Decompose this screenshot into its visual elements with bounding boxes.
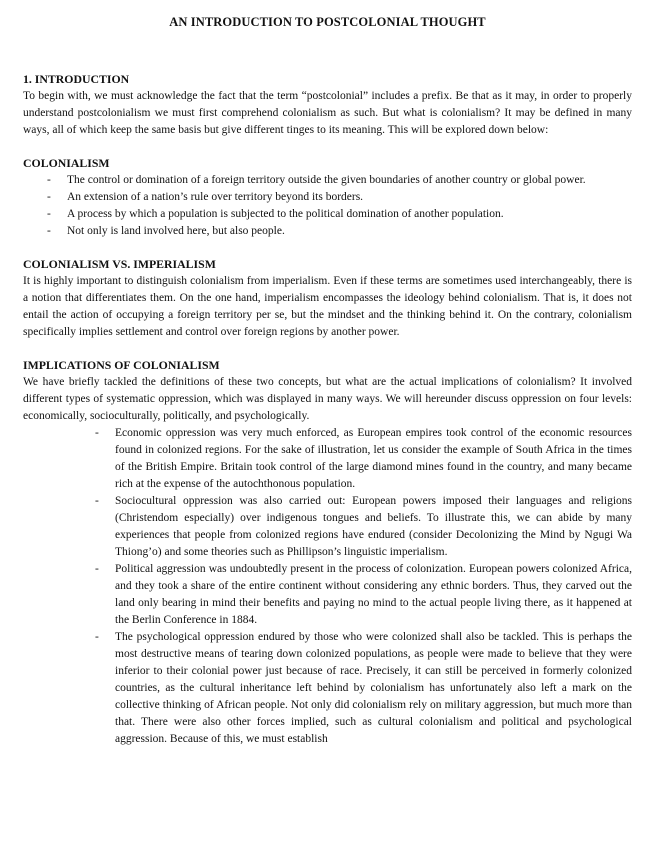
document-title: AN INTRODUCTION TO POSTCOLONIAL THOUGHT <box>169 15 486 29</box>
introduction-heading: 1. INTRODUCTION <box>23 72 130 86</box>
vs-imperialism-paragraph: It is highly important to distinguish colonialism from imperialism. Even if these terms are sometimes used interchangeably, there is a notion that differentiates them. On the one hand, imperialism encompasses the ideology behind colonialism. That is, it does not entail the action of occupying a foreign territory per se, but the mindset and the thinking behind it. On the contrary, colonialism specifically implies settlement and control over foreign regions by another power. <box>23 275 632 338</box>
implications-heading: IMPLICATIONS OF COLONIALISM <box>23 358 220 372</box>
list-item: - An extension of a nation’s rule over territory beyond its borders. <box>23 189 632 206</box>
implications-paragraph: We have briefly tackled the definitions of these two concepts, but what are the actual implications of colonialism? It involved different types of systematic oppression, which was displayed in many ways. We will hereunder discuss oppression on four levels: economically, socioculturally, politically, and psychologically. <box>23 376 632 422</box>
list-item: - A process by which a population is subjected to the political domination of another population. <box>23 206 632 223</box>
list-item: - Sociocultural oppression was also carried out: European powers imposed their languages and religions (Christendom especially) over indigenous tongues and beliefs. To illustrate this, we can abide by many experiences that people from colonized regions have endured (consider Decolonizing the Mind by Ngugi Wa Thiong’o) and some theories such as Phillipson’s linguistic imperialism. <box>23 493 632 561</box>
section-introduction <box>23 71 632 139</box>
list-item: - Economic oppression was very much enforced, as European empires took control of the economic resources found in colonized regions. For the sake of illustration, let us consider the example of South Africa in the times of the British Empire. Britain took control of the large diamond mines found in the country, and many became rich at the expense of the autochthonous population. <box>23 425 632 493</box>
colonialism-definition-list <box>23 172 632 240</box>
vs-imperialism-heading: COLONIALISM VS. IMPERIALISM <box>23 257 216 271</box>
colonialism-heading: COLONIALISM <box>23 156 110 170</box>
list-item: - Not only is land involved here, but also people. <box>23 223 632 240</box>
introduction-paragraph: To begin with, we must acknowledge the fact that the term “postcolonial” includes a prefix. Be that as it may, in order to properly understand postcolonialism we must first comprehend colonialism as such. But what is colonialism? It may be defined in many ways, all of which keep the same basis but give different tinges to its meaning. This will be explored down below: <box>23 90 632 136</box>
list-item: - The psychological oppression endured by those who were colonized shall also be tackled. This is perhaps the most destructive means of tearing down colonized populations, as people were made to believe that they were inferior to their colonial power just because of race. Precisely, it can still be perceived in formerly colonized countries, as the cultural inheritance left behind by colonialism has unfortunately also left a mark on the collective thinking of African people. Not only did colonialism rely on military aggression, but much more than that. There were also other forces implied, such as cultural colonialism and political and psychological aggression. Because of this, we must establish <box>23 629 632 748</box>
oppression-levels-list <box>23 425 632 748</box>
list-item: - The control or domination of a foreign territory outside the given boundaries of another country or global power. <box>23 172 632 189</box>
section-colonialism-vs-imperialism <box>23 256 632 341</box>
section-implications <box>23 357 632 748</box>
section-colonialism <box>23 155 632 240</box>
list-item: - Political aggression was undoubtedly present in the process of colonization. European powers colonized Africa, and they took a share of the entire continent without considering any ethnic borders. Thus, they carved out the land only bearing in mind their benefits and paying no mind to the actual people living there, as it happened at the Berlin Conference in 1884. <box>23 561 632 629</box>
